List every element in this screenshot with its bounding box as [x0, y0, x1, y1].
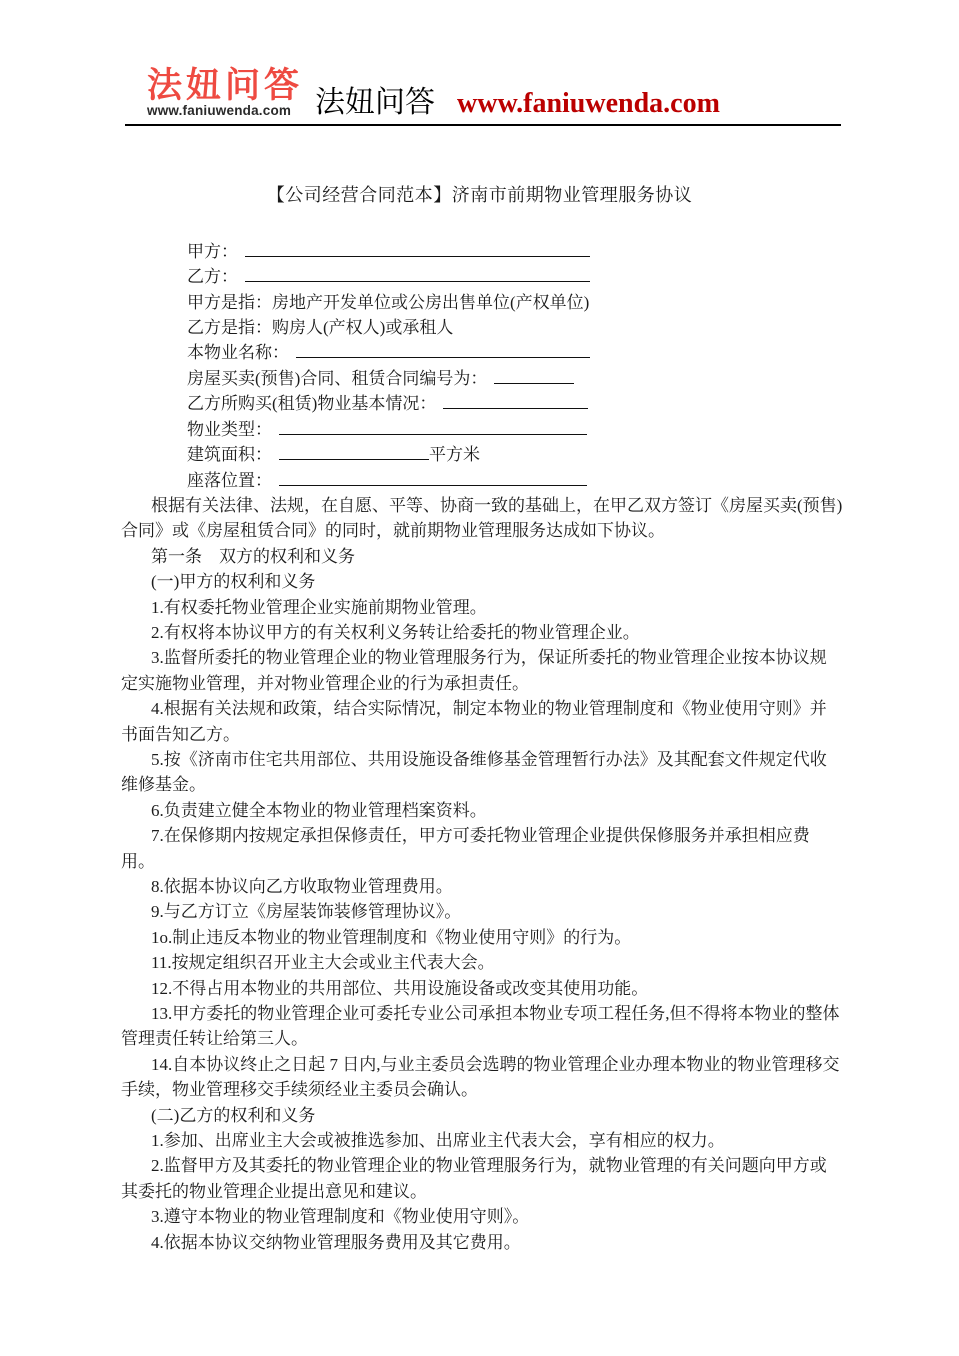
site-logo — [147, 68, 303, 119]
paragraph: 1o.制止违反本物业的物业管理制度和《物业使用守则》的行为。 — [151, 927, 632, 947]
paragraph: 12.不得占用本物业的共用部位、共用设施设备或改变其使用功能。 — [151, 978, 649, 998]
paragraph: 2.有权将本协议甲方的有关权利义务转让给委托的物业管理企业。 — [151, 622, 640, 642]
paragraph: 13.甲方委托的物业管理企业可委托专业公司承担本物业专项工程任务,但不得将本物业的整体管理责任转让给第三人。 — [121, 1004, 840, 1049]
form-label: 乙方所购买(租赁)物业基本情况： — [187, 394, 437, 414]
form-label: 乙方： — [187, 267, 238, 287]
paragraph: 根据有关法律、法规，在自愿、平等、协商一致的基础上，在甲乙双方签订《房屋买卖(预售)合同》或《房屋租赁合同》的同时，就前期物业管理服务达成如下协议。 — [121, 495, 843, 541]
brand-url-text: www.faniuwenda.com — [457, 87, 720, 119]
blank-underline — [279, 443, 429, 460]
paragraphs-section — [121, 493, 843, 1255]
form-label: 甲方是指：房地产开发单位或公房出售单位(产权单位) — [187, 292, 590, 312]
paragraph: 3.遵守本物业的物业管理制度和《物业使用守则》。 — [151, 1207, 530, 1227]
form-line — [121, 468, 843, 493]
blank-underline — [279, 418, 587, 435]
paragraph: 11.按规定组织召开业主大会或业主代表大会。 — [151, 953, 495, 973]
paragraph: 2.监督甲方及其委托的物业管理企业的物业管理服务行为，就物业管理的有关问题向甲方或其委托的物业管理企业提出意见和建议。 — [121, 1156, 827, 1201]
paragraph: 第一条 双方的权利和义务 — [151, 546, 355, 566]
brand-name-text: 法妞问答 — [315, 85, 436, 119]
site-header — [125, 0, 841, 126]
form-line — [121, 417, 843, 442]
form-line — [121, 264, 843, 289]
form-line — [121, 442, 843, 467]
document-content — [121, 239, 843, 1255]
paragraph: (一)甲方的权利和义务 — [151, 572, 316, 592]
paragraph: 5.按《济南市住宅共用部位、共用设施设备维修基金管理暂行办法》及其配套文件规定代收维修基金。 — [121, 749, 827, 795]
paragraph: 1.有权委托物业管理企业实施前期物业管理。 — [151, 597, 487, 617]
blank-underline — [245, 240, 590, 257]
logo-domain-text: www.faniuwenda.com — [147, 103, 292, 118]
blank-underline — [279, 469, 587, 486]
form-line — [121, 290, 843, 315]
paragraph: 8.依据本协议向乙方收取物业管理费用。 — [151, 877, 453, 896]
form-line — [121, 391, 843, 416]
paragraph: 7.在保修期内按规定承担保修责任，甲方可委托物业管理企业提供保修服务并承担相应费用。 — [121, 826, 810, 871]
header-divider — [125, 124, 841, 126]
blank-underline — [494, 367, 574, 384]
paragraph: 9.与乙方订立《房屋装饰装修管理协议》。 — [151, 902, 462, 922]
paragraph: 1.参加、出席业主大会或被推选参加、出席业主代表大会，享有相应的权力。 — [151, 1131, 725, 1151]
paragraph: 6.负责建立健全本物业的物业管理档案资料。 — [151, 800, 487, 820]
paragraph: 14.自本协议终止之日起 7 日内,与业主委员会选聘的物业管理企业办理本物业的物业管理移交手续，物业管理移交手续须经业主委员会确认。 — [121, 1054, 840, 1100]
form-label: 本物业名称： — [187, 343, 289, 363]
paragraph: 3.监督所委托的物业管理企业的物业管理服务行为，保证所委托的物业管理企业按本协议规定实施物业管理，并对物业管理企业的行为承担责任。 — [121, 648, 827, 693]
form-line — [121, 366, 843, 391]
form-label: 房屋买卖(预售)合同、租赁合同编号为： — [187, 368, 488, 388]
blank-underline — [296, 341, 590, 358]
form-line — [121, 315, 843, 340]
form-label: 建筑面积： — [187, 445, 272, 465]
logo-wordmark: 法妞问答 — [147, 66, 304, 105]
form-line — [121, 239, 843, 264]
paragraph: (二)乙方的权利和义务 — [151, 1105, 316, 1125]
blank-underline — [443, 392, 588, 409]
paragraph: 4.依据本协议交纳物业管理服务费用及其它费用。 — [151, 1232, 521, 1252]
form-label: 平方米 — [429, 445, 480, 465]
header-row — [125, 68, 841, 119]
document-title: 【公司经营合同范本】济南市前期物业管理服务协议 — [266, 184, 693, 205]
paragraph: 4.根据有关法规和政策，结合实际情况，制定本物业的物业管理制度和《物业使用守则》并书面告知乙方。 — [121, 699, 827, 744]
form-label: 物业类型： — [187, 419, 272, 439]
blank-underline — [245, 265, 590, 282]
form-line — [121, 340, 843, 365]
form-label: 甲方： — [187, 241, 238, 261]
form-label: 座落位置： — [187, 470, 272, 490]
form-section — [121, 239, 843, 493]
form-label: 乙方是指：购房人(产权人)或承租人 — [187, 318, 454, 338]
